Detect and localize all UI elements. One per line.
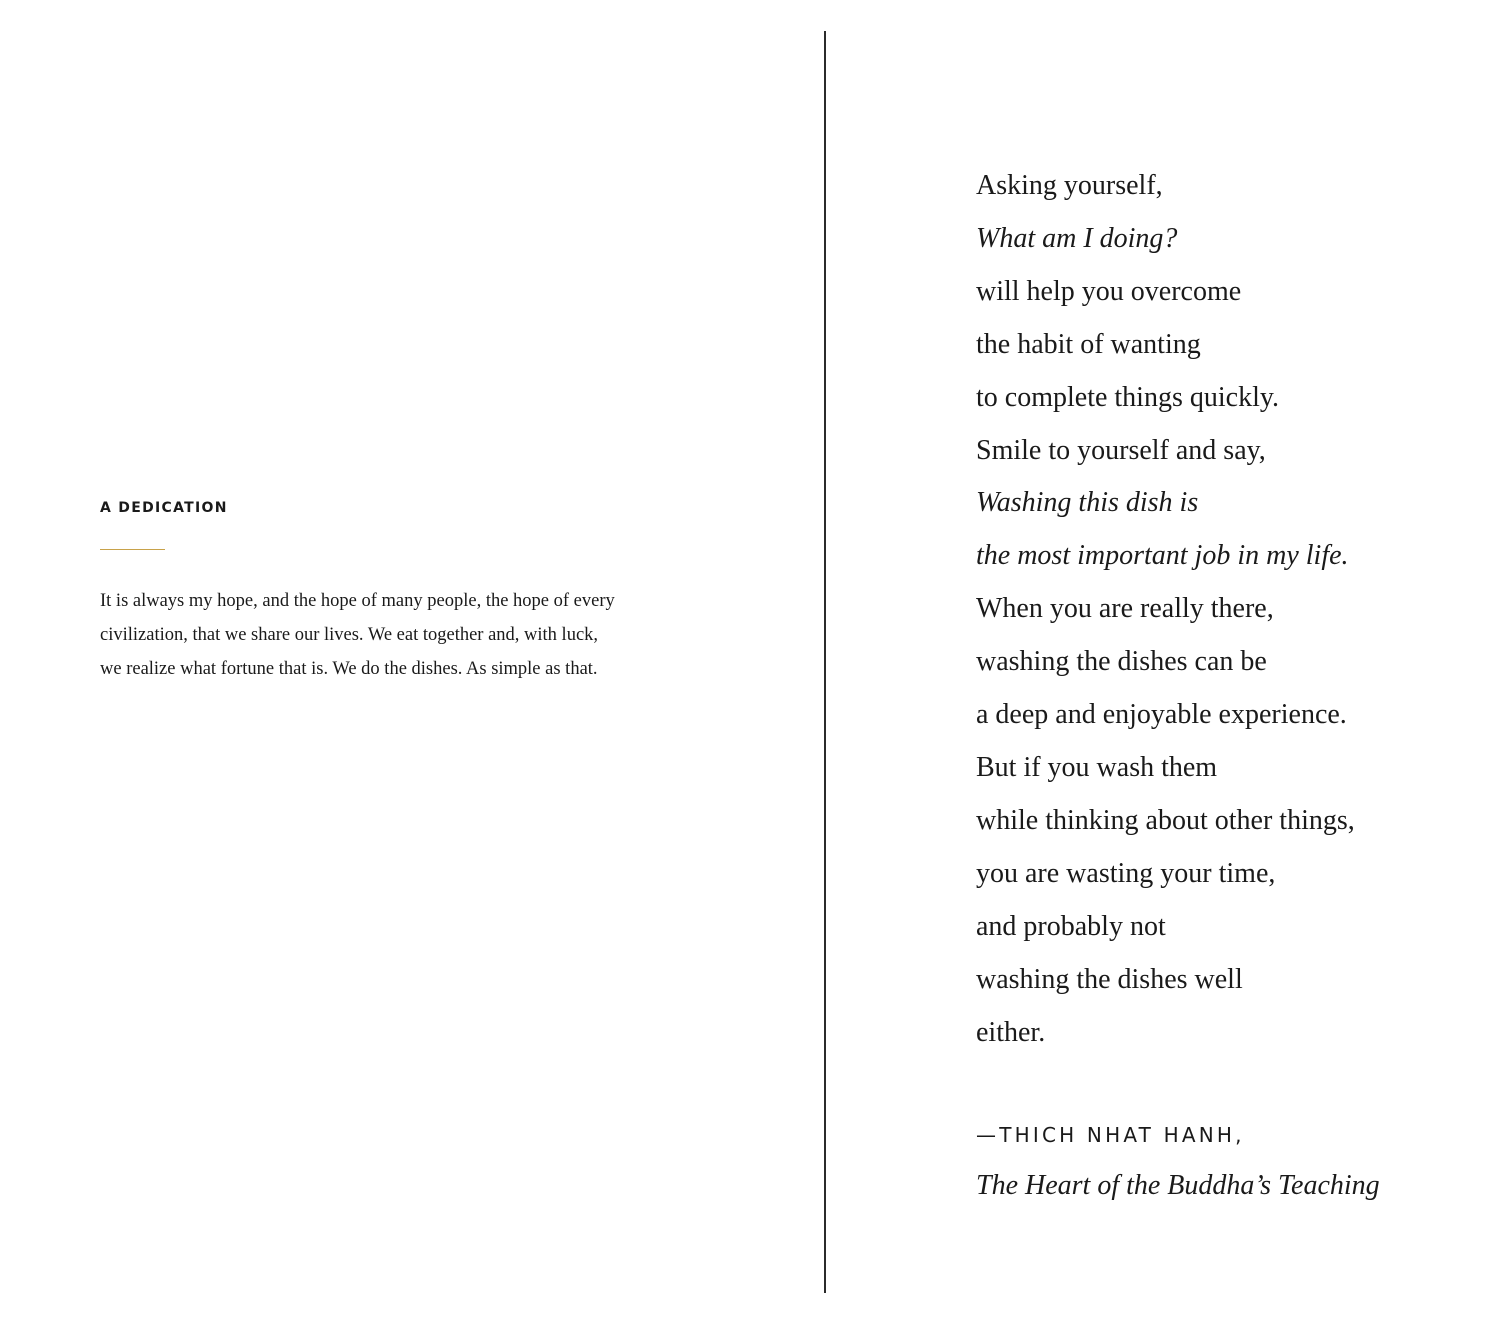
left-page [100, 497, 720, 686]
page-gutter-divider [824, 31, 826, 1293]
attribution [976, 1109, 1456, 1211]
poem-line: the most important job in my life. [976, 540, 1349, 572]
poem-line: Smile to yourself and say, [976, 434, 1266, 466]
right-page [976, 160, 1456, 1211]
poem-line: When you are really there, [976, 593, 1274, 625]
poem-line: a deep and enjoyable experience. [976, 699, 1347, 731]
poem-line: will help you overcome [976, 275, 1242, 307]
poem-line: What am I doing? [976, 222, 1178, 254]
dedication-line: It is always my hope, and the hope of many people, the hope of every [100, 591, 615, 611]
poem-line: the habit of wanting [976, 328, 1201, 360]
poem-line: to complete things quickly. [976, 381, 1280, 413]
poem-line: while thinking about other things, [976, 804, 1355, 836]
poem-line: Washing this dish is [976, 487, 1199, 519]
poem-line: and probably not [976, 910, 1166, 942]
dedication-heading: A DEDICATION [100, 500, 228, 516]
dedication-line: we realize what fortune that is. We do the dishes. As simple as that. [100, 659, 598, 679]
attribution-author: —THICH NHAT HANH, [976, 1123, 1245, 1148]
attribution-source-title: The Heart of the Buddha’s Teaching [976, 1170, 1380, 1202]
poem-line: Asking yourself, [976, 170, 1163, 201]
poem-line: you are wasting your time, [976, 857, 1276, 889]
poem-line: washing the dishes well [976, 963, 1243, 995]
epigraph-poem [976, 160, 1456, 1059]
poem-line: either. [976, 1016, 1046, 1048]
dedication-line: civilization, that we share our lives. We eat together and, with luck, [100, 625, 599, 645]
poem-line: washing the dishes can be [976, 646, 1267, 678]
accent-rule [100, 549, 165, 550]
dedication-body [100, 584, 720, 686]
poem-line: But if you wash them [976, 751, 1218, 783]
